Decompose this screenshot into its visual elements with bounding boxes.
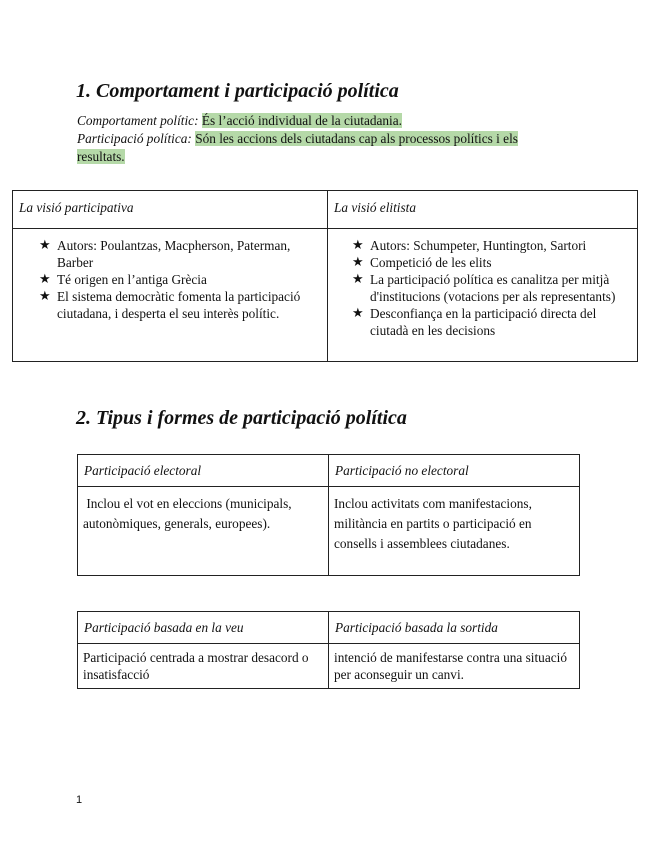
star-icon: ★: [352, 306, 364, 321]
star-icon: ★: [39, 238, 51, 253]
star-icon: ★: [352, 272, 364, 287]
voice-cell: [78, 644, 329, 689]
definitions: [77, 112, 597, 166]
visions-table: [12, 190, 638, 362]
header-exit: Participació basada la sortida: [335, 620, 498, 635]
list-item-text: El sistema democràtic fomenta la participació ciutadana, i desperta el seu interès polític.: [57, 289, 301, 321]
list-item: [352, 237, 633, 254]
header-electoral: Participació electoral: [84, 463, 202, 478]
definition-text: Són les accions dels ciutadans cap als processos polítics i els: [195, 131, 518, 146]
list-item-text: Competició de les elits: [370, 255, 492, 270]
participative-list: [39, 237, 323, 322]
electoral-cell: [78, 487, 329, 576]
definition-label: Comportament polític:: [77, 113, 199, 128]
electoral-text: Inclou el vot en eleccions (municipals, autonòmiques, generals, europees).: [83, 496, 295, 531]
exit-cell: [329, 644, 580, 689]
header-cell: [328, 191, 638, 229]
list-item-text: Té origen en l’antiga Grècia: [57, 272, 207, 287]
list-item-text: Autors: Schumpeter, Huntington, Sartori: [370, 238, 587, 253]
page-number: 1: [76, 794, 83, 806]
voice-text: Participació centrada a mostrar desacord o insatisfacció: [83, 650, 309, 682]
star-icon: ★: [352, 238, 364, 253]
header-cell: [78, 455, 329, 487]
section-1-title: 1. Comportament i participació política: [76, 80, 399, 102]
section-2-title: 2. Tipus i formes de participació política: [76, 407, 407, 429]
definition-participation: [77, 130, 597, 148]
list-item: [352, 305, 633, 339]
definition-behaviour: [77, 112, 597, 130]
header-non-electoral: Participació no electoral: [335, 463, 469, 478]
list-item: [39, 288, 323, 322]
header-cell: [329, 455, 580, 487]
elitist-list: [352, 237, 633, 339]
definition-text: És l’acció individual de la ciutadania.: [201, 113, 402, 128]
list-item: [39, 237, 323, 271]
list-item-text: La participació política es canalitza per mitjà d'institucions (votacions per als representants): [370, 272, 616, 304]
header-elitist: La visió elitista: [334, 200, 417, 215]
definition-text-cont: resultats.: [77, 149, 125, 164]
voice-exit-table: [77, 611, 580, 689]
list-item-text: Autors: Poulantzas, Macpherson, Paterman, Barber: [57, 238, 291, 270]
exit-text: intenció de manifestarse contra una situació per aconseguir un canvi.: [334, 650, 567, 682]
definition-label: Participació política:: [77, 131, 192, 146]
list-item: [352, 254, 633, 271]
definition-participation-cont: [77, 148, 597, 166]
participative-cell: [13, 229, 328, 362]
header-cell: [329, 612, 580, 644]
star-icon: ★: [352, 255, 364, 270]
star-icon: ★: [39, 272, 51, 287]
non-electoral-cell: [329, 487, 580, 576]
list-item: [39, 271, 323, 288]
header-cell: [13, 191, 328, 229]
electoral-table: [77, 454, 580, 576]
header-voice: Participació basada en la veu: [84, 620, 244, 635]
elitist-cell: [328, 229, 638, 362]
list-item: [352, 271, 633, 305]
list-item-text: Desconfiança en la participació directa del ciutadà en les decisions: [370, 306, 597, 338]
header-participative: La visió participativa: [19, 200, 134, 215]
header-cell: [78, 612, 329, 644]
star-icon: ★: [39, 289, 51, 304]
non-electoral-text: Inclou activitats com manifestacions, militància en partits o participació en consells i assemblees ciutadanes.: [334, 496, 532, 551]
